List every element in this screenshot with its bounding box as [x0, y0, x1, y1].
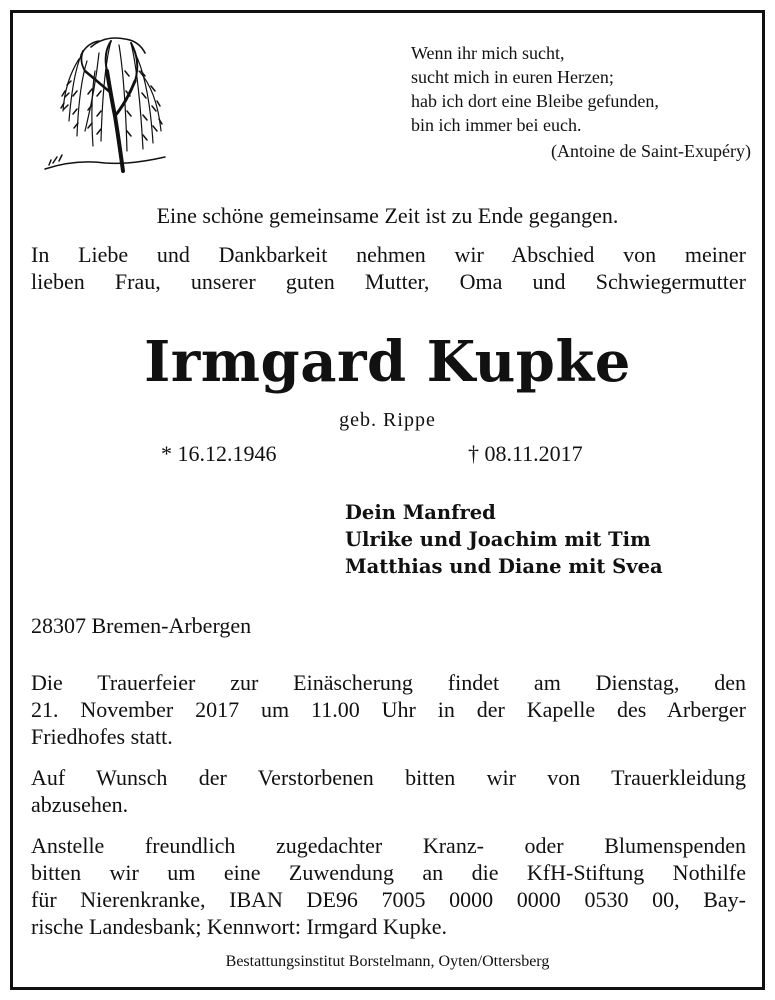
obituary-frame — [10, 10, 765, 990]
deceased-name: Irmgard Kupke — [144, 329, 631, 395]
funeral-home: Bestattungsinstitut Borstelmann, Oyten/Ottersberg — [225, 953, 550, 970]
poem-line: hab ich dort eine Bleibe gefunden, — [411, 91, 659, 111]
maiden-name: geb. Rippe — [339, 409, 436, 431]
paragraph-line: Anstelle freundlich zugedachter Kranz- oder Blumenspenden — [31, 833, 746, 858]
family-member: Dein Manfred — [345, 501, 496, 524]
intro-line: In Liebe und Dankbarkeit nehmen wir Abschied von meiner — [31, 242, 746, 267]
willow-tree-icon — [35, 31, 175, 186]
intro-line: lieben Frau, unserer guten Mutter, Oma und Schwiegermutter — [31, 269, 746, 294]
paragraph-line: Die Trauerfeier zur Einäscherung findet am Dienstag, den — [31, 670, 746, 695]
paragraph-line: abzusehen. — [31, 792, 129, 817]
intro-text — [31, 241, 746, 295]
poem-line: bin ich immer bei euch. — [411, 115, 582, 135]
address: 28307 Bremen-Arbergen — [31, 613, 252, 638]
donation-paragraph — [31, 832, 746, 940]
paragraph-line: Auf Wunsch der Verstorbenen bitten wir von Trauerkleidung — [31, 765, 746, 790]
poem-quote — [411, 41, 751, 163]
poem-line: sucht mich in euren Herzen; — [411, 67, 614, 87]
funeral-paragraph — [31, 669, 746, 750]
intro-heading: Eine schöne gemeinsame Zeit ist zu Ende gegangen. — [156, 203, 619, 228]
poem-author: (Antoine de Saint-Exupéry) — [551, 141, 751, 161]
family-member: Matthias und Diane mit Svea — [345, 555, 663, 578]
paragraph-line: 21. November 2017 um 11.00 Uhr in der Kapelle des Arberger — [31, 697, 746, 722]
death-date: † 08.11.2017 — [468, 441, 583, 466]
birth-date: * 16.12.1946 — [161, 441, 277, 466]
paragraph-line: rische Landesbank; Kennwort: Irmgard Kupke. — [31, 914, 448, 939]
paragraph-line: bitten wir um eine Zuwendung an die KfH-Stiftung Nothilfe — [31, 860, 746, 885]
family-list — [345, 499, 663, 580]
paragraph-line: Friedhofes statt. — [31, 724, 173, 749]
family-member: Ulrike und Joachim mit Tim — [345, 528, 651, 551]
paragraph-line: für Nierenkranke, IBAN DE96 7005 0000 0000 0530 00, Bay- — [31, 887, 746, 912]
clothing-paragraph — [31, 764, 746, 818]
poem-line: Wenn ihr mich sucht, — [411, 43, 565, 63]
